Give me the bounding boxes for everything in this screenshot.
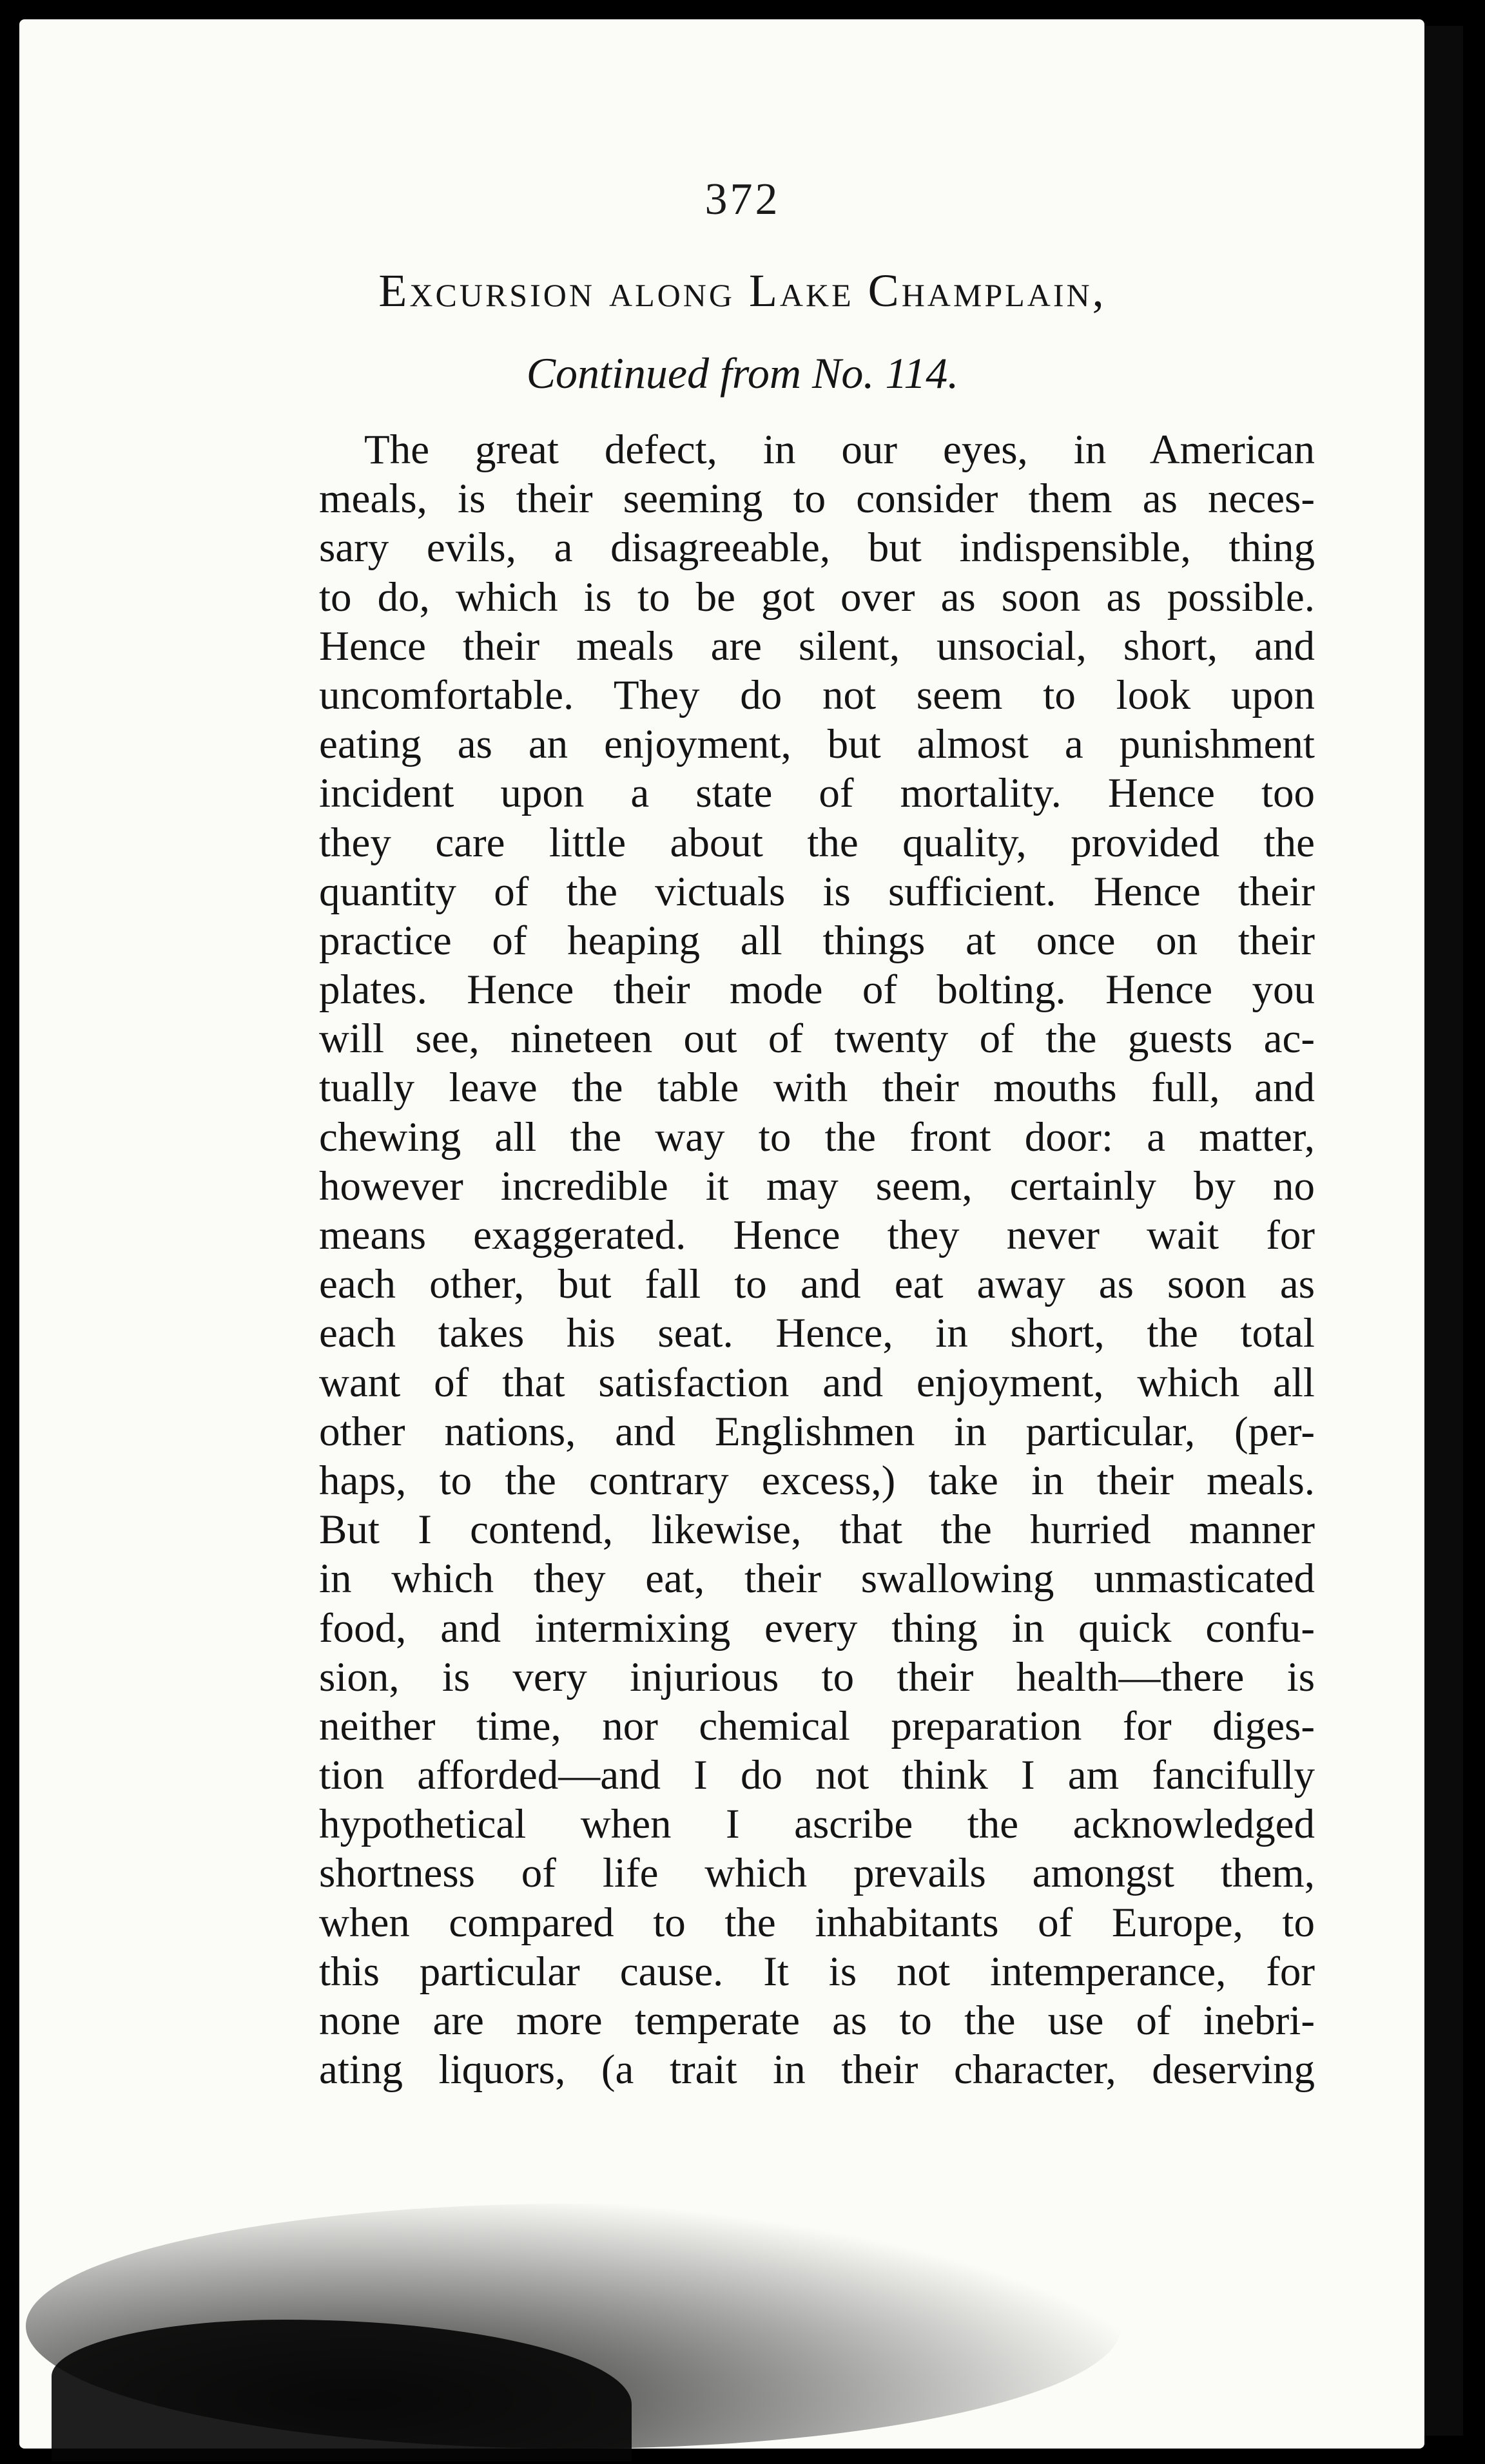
text-line: sion, is very injurious to their health—there is — [319, 1653, 1315, 1700]
text-line: this particular cause. It is not intemperance, for — [319, 1948, 1315, 1995]
text-line: uncomfortable. They do not seem to look upon — [319, 671, 1315, 718]
text-line: in which they eat, their swallowing unmasticated — [319, 1555, 1315, 1603]
text-line: food, and intermixing every thing in quick confu- — [319, 1604, 1315, 1651]
text-line: other nations, and Englishmen in particular, (per- — [319, 1408, 1315, 1455]
text-line: chewing all the way to the front door: a matter, — [319, 1113, 1315, 1160]
text-line: none are more temperate as to the use of inebri- — [319, 1997, 1315, 2044]
article-body — [319, 425, 1315, 2094]
text-line: haps, to the contrary excess,) take in their meals. — [319, 1457, 1315, 1504]
page-number: 372 — [704, 175, 781, 224]
text-line: incident upon a state of mortality. Hence too — [319, 770, 1315, 817]
text-line: hypothetical when I ascribe the acknowledged — [319, 1801, 1315, 1848]
text-line: meals, is their seeming to consider them as neces- — [319, 476, 1315, 523]
text-line: to do, which is to be got over as soon as possible. — [319, 573, 1315, 621]
text-line: they care little about the quality, provided the — [319, 819, 1315, 866]
article-title: Excursion along Lake Champlain, — [378, 265, 1107, 316]
text-line: neither time, nor chemical preparation for diges- — [319, 1702, 1315, 1749]
text-line: however incredible it may seem, certainly by no — [319, 1162, 1315, 1209]
text-line: quantity of the victuals is sufficient. Hence their — [319, 868, 1315, 915]
text-line: will see, nineteen out of twenty of the guests ac- — [319, 1015, 1315, 1063]
text-line: want of that satisfaction and enjoyment, which all — [319, 1359, 1315, 1406]
article-subtitle: Continued from No. 114. — [526, 349, 959, 398]
text-line: each other, but fall to and eat away as soon as — [319, 1261, 1315, 1308]
text-line: Hence their meals are silent, unsocial, short, and — [319, 622, 1315, 669]
text-line: sary evils, a disagreeable, but indispensible, thing — [319, 525, 1315, 572]
text-line: each takes his seat. Hence, in short, the total — [319, 1310, 1315, 1357]
text-line: practice of heaping all things at once on their — [319, 917, 1315, 964]
text-line: tion afforded—and I do not think I am fancifully — [319, 1752, 1315, 1799]
text-line: eating as an enjoyment, but almost a punishment — [319, 721, 1315, 768]
text-line: when compared to the inhabitants of Europe, to — [319, 1899, 1315, 1946]
text-line: plates. Hence their mode of bolting. Hence you — [319, 967, 1315, 1014]
text-line: ating liquors, (a trait in their character, deserving — [319, 2046, 1315, 2093]
text-line: means exaggerated. Hence they never wait for — [319, 1212, 1315, 1258]
text-line: The great defect, in our eyes, in American — [364, 427, 1315, 473]
text-line: shortness of life which prevails amongst them, — [319, 1850, 1315, 1897]
text-line: tually leave the table with their mouths full, and — [319, 1064, 1315, 1112]
text-line: But I contend, likewise, that the hurried manner — [319, 1506, 1315, 1554]
